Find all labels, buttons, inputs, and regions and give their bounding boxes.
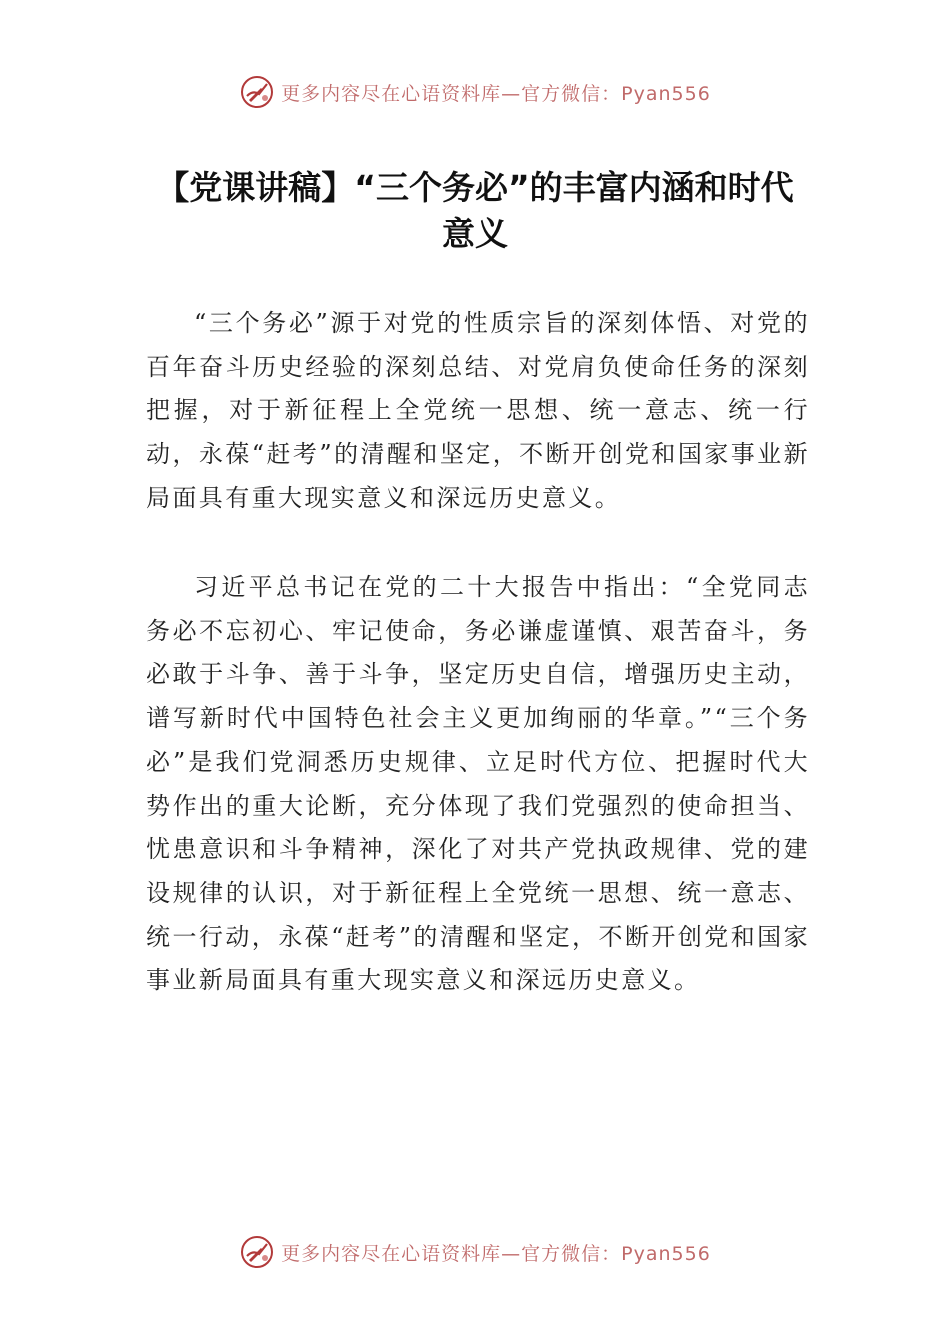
book-pen-logo-icon bbox=[239, 1234, 275, 1270]
footer-banner bbox=[0, 1228, 950, 1276]
paragraph-1: “三个务必”源于对党的性质宗旨的深刻体悟、对党的百年奋斗历史经验的深刻总结、对党肩负使命任务的深刻把握，对于新征程上全党统一思想、统一意志、统一行动，永葆“赶考”的清醒和坚定，不断开创党和国家事业新局面具有重大现实意义和深远历史意义。 bbox=[146, 309, 810, 512]
header-banner bbox=[0, 68, 950, 116]
footer-banner-text: 更多内容尽在心语资料库—官方微信：Pyan556 bbox=[281, 1242, 711, 1265]
book-pen-logo-icon bbox=[239, 74, 275, 110]
paragraph-2: 习近平总书记在党的二十大报告中指出：“全党同志务必不忘初心、牢记使命，务必谦虚谨慎、艰苦奋斗，务必敢于斗争、善于斗争，坚定历史自信，增强历史主动，谱写新时代中国特色社会主义更加绚丽的华章。”“三个务必”是我们党洞悉历史规律、立足时代方位、把握时代大势作出的重大论断，充分体现了我们党强烈的使命担当、忧患意识和斗争精神，深化了对共产党执政规律、党的建设规律的认识，对于新征程上全党统一思想、统一意志、统一行动，永葆“赶考”的清醒和坚定，不断开创党和国家事业新局面具有重大现实意义和深远历史意义。 bbox=[146, 573, 810, 995]
document-title: 【党课讲稿】“三个务必”的丰富内涵和时代意义 bbox=[156, 168, 794, 253]
header-banner-text: 更多内容尽在心语资料库—官方微信：Pyan556 bbox=[281, 82, 711, 105]
